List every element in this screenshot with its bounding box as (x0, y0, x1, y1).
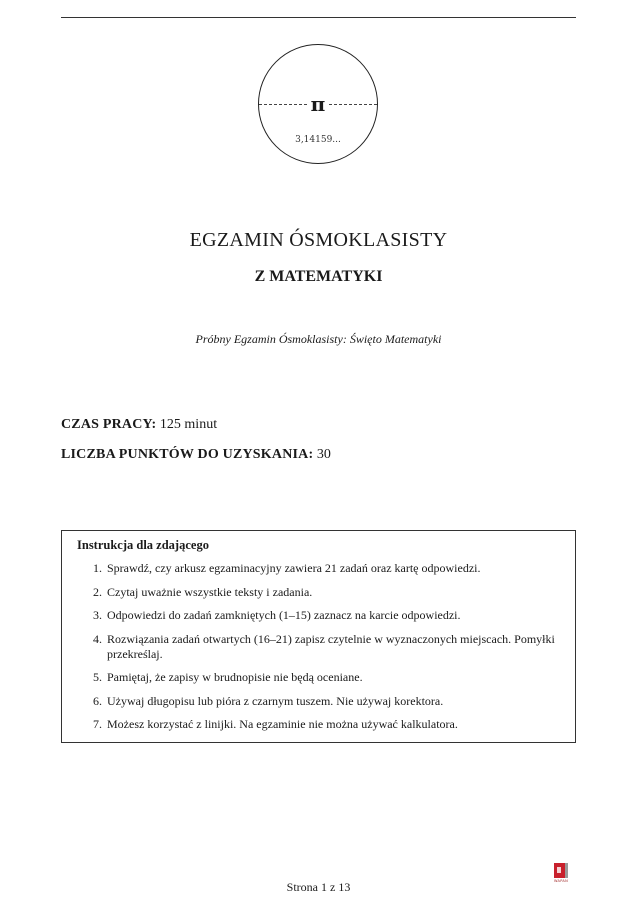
exam-time (61, 417, 217, 433)
instructions-title: Instrukcja dla zdającego (77, 538, 209, 552)
pi-symbol: π (310, 92, 326, 116)
page-title: EGZAMIN ÓSMOKLASISTY (189, 229, 448, 251)
exam-tagline: Próbny Egzamin Ósmoklasisty: Święto Matematyki (195, 332, 442, 346)
list-item: 2. Czytaj uważnie wszystkie teksty i zadania. (93, 584, 313, 599)
pi-value: 3,14159... (295, 135, 341, 145)
list-item: 3. Odpowiedzi do zadań zamkniętych (1–15) zaznacz na karcie odpowiedzi. (93, 608, 461, 622)
list-item: 7. Możesz korzystać z linijki. Na egzaminie nie można używać kalkulatora. (93, 717, 458, 731)
list-item: 1. Sprawdź, czy arkusz egzaminacyjny zawiera 21 zadań oraz kartę odpowiedzi. (93, 561, 481, 575)
list-item: 6. Używaj długopisu lub pióra z czarnym tuszem. Nie używaj korektora. (93, 693, 444, 708)
instructions-box (61, 530, 576, 743)
points-value: 30 (316, 447, 331, 462)
pi-logo (258, 44, 378, 164)
points-label: LICZBA PUNKTÓW DO UZYSKANIA: (61, 447, 314, 462)
instructions-list (82, 561, 562, 741)
page-number: Strona 1 z 13 (286, 880, 351, 894)
list-item: 4. Rozwiązania zadań otwartych (16–21) zapisz czytelnie w wyznaczonych miejscach. Pomyłki przekreślaj. (93, 631, 555, 661)
exam-points (61, 447, 331, 463)
time-value: 125 minut (159, 417, 218, 432)
page-subtitle: Z MATEMATYKI (254, 268, 383, 285)
publisher-logo (551, 863, 571, 885)
publisher-name: WAPAN (553, 879, 569, 883)
time-label: CZAS PRACY: (61, 417, 157, 432)
top-rule (61, 17, 576, 18)
cube-icon (554, 863, 568, 878)
list-item: 5. Pamiętaj, że zapisy w brudnopisie nie będą oceniane. (93, 670, 363, 684)
